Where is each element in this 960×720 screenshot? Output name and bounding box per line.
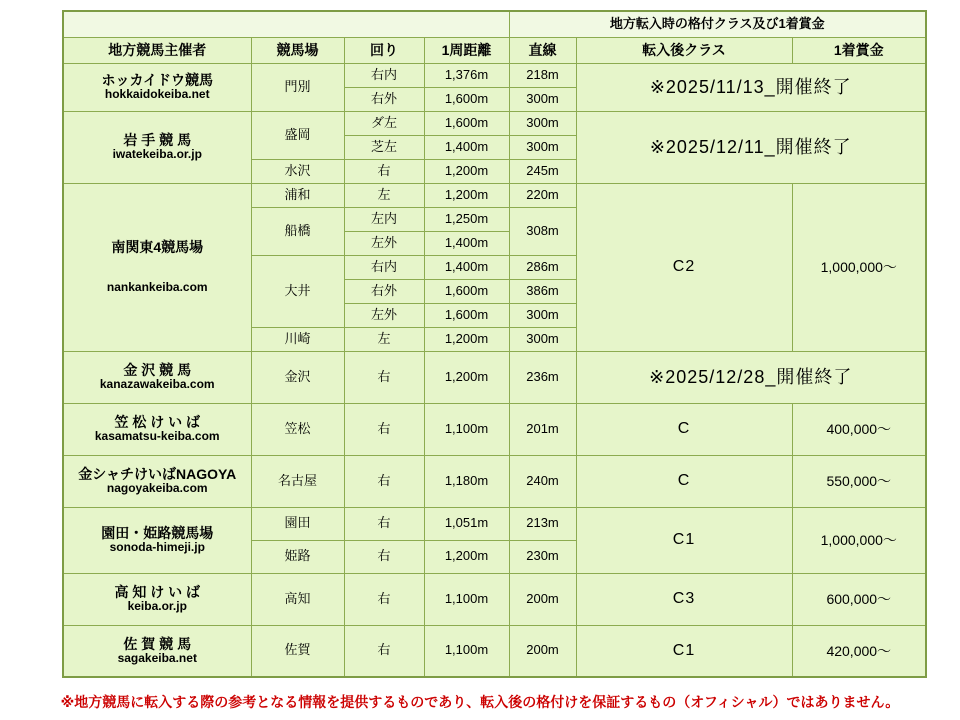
straight-cell: 300m — [509, 111, 576, 135]
lap-cell: 1,200m — [424, 183, 509, 207]
straight-cell: 300m — [509, 135, 576, 159]
direction-cell: 右外 — [344, 279, 424, 303]
lap-cell: 1,200m — [424, 540, 509, 573]
class-cell: C2 — [576, 183, 792, 351]
organizer-cell — [63, 111, 251, 183]
racecourse-cell: 佐賀 — [251, 625, 344, 677]
status-cell: ※2025/12/11_開催終了 — [576, 111, 926, 183]
straight-cell: 308m — [509, 207, 576, 255]
organizer-cell — [63, 63, 251, 111]
direction-cell: 右外 — [344, 87, 424, 111]
lap-cell: 1,600m — [424, 279, 509, 303]
col-header-organizer: 地方競馬主催者 — [63, 37, 251, 63]
organizer-cell — [63, 183, 251, 351]
lap-cell: 1,200m — [424, 327, 509, 351]
organizer-name: 佐 賀 競 馬 — [123, 635, 192, 652]
footer-note: ※地方競馬に転入する際の参考となる情報を提供するものであり、転入後の格付けを保証するもの（オフィシャル）ではありません。 — [60, 694, 900, 710]
prize-cell: 1,000,000～ — [792, 507, 926, 573]
prize-cell: 420,000～ — [792, 625, 926, 677]
direction-cell: 芝左 — [344, 135, 424, 159]
direction-cell: ダ左 — [344, 111, 424, 135]
organizer-name: 金 沢 競 馬 — [123, 362, 192, 379]
racecourse-cell: 浦和 — [251, 183, 344, 207]
racecourse-cell: 金沢 — [251, 351, 344, 403]
class-cell: C — [576, 403, 792, 455]
straight-cell: 200m — [509, 625, 576, 677]
organizer-url: keiba.or.jp — [127, 599, 187, 614]
lap-cell: 1,100m — [424, 403, 509, 455]
col-header-direction: 回り — [344, 37, 424, 63]
racecourse-cell: 大井 — [251, 255, 344, 327]
lap-cell: 1,400m — [424, 255, 509, 279]
organizer-cell — [63, 625, 251, 677]
racecourse-cell: 川崎 — [251, 327, 344, 351]
organizer-url: kasamatsu-keiba.com — [94, 429, 220, 444]
racecourse-cell: 船橋 — [251, 207, 344, 255]
straight-cell: 240m — [509, 455, 576, 507]
direction-cell: 右 — [344, 351, 424, 403]
organizer-url: nankankeiba.com — [106, 280, 208, 295]
organizer-cell — [63, 573, 251, 625]
direction-cell: 右 — [344, 455, 424, 507]
direction-cell: 左外 — [344, 231, 424, 255]
organizer-name: 笠 松 け い ば — [114, 414, 201, 431]
class-cell: C1 — [576, 507, 792, 573]
group-header: 地方転入時の格付クラス及び1着賞金 — [509, 11, 926, 37]
straight-cell: 236m — [509, 351, 576, 403]
lap-cell: 1,600m — [424, 87, 509, 111]
straight-cell: 245m — [509, 159, 576, 183]
organizer-cell — [63, 403, 251, 455]
direction-cell: 左 — [344, 327, 424, 351]
col-header-lap: 1周距離 — [424, 37, 509, 63]
straight-cell: 220m — [509, 183, 576, 207]
racecourse-cell: 門別 — [251, 63, 344, 111]
organizer-name: 高 知 け い ば — [114, 584, 201, 601]
top-empty-cell — [63, 11, 509, 37]
keiba-table-container — [62, 10, 927, 678]
organizer-name: 園田・姫路競馬場 — [101, 525, 214, 542]
organizer-url: iwatekeiba.or.jp — [112, 147, 202, 162]
straight-cell: 230m — [509, 540, 576, 573]
direction-cell: 左 — [344, 183, 424, 207]
racecourse-cell: 名古屋 — [251, 455, 344, 507]
direction-cell: 右 — [344, 573, 424, 625]
class-cell: C — [576, 455, 792, 507]
straight-cell: 300m — [509, 303, 576, 327]
prize-cell: 400,000～ — [792, 403, 926, 455]
lap-cell: 1,051m — [424, 507, 509, 540]
straight-cell: 201m — [509, 403, 576, 455]
col-header-racecourse: 競馬場 — [251, 37, 344, 63]
racecourse-cell: 姫路 — [251, 540, 344, 573]
straight-cell: 213m — [509, 507, 576, 540]
organizer-cell — [63, 351, 251, 403]
organizer-url: nagoyakeiba.com — [106, 481, 208, 496]
organizer-name: ホッカイドウ競馬 — [101, 72, 214, 89]
racecourse-cell: 笠松 — [251, 403, 344, 455]
status-cell: ※2025/12/28_開催終了 — [576, 351, 926, 403]
lap-cell: 1,600m — [424, 303, 509, 327]
organizer-url: hokkaidokeiba.net — [104, 87, 210, 102]
col-header-straight: 直線 — [509, 37, 576, 63]
status-cell: ※2025/11/13_開催終了 — [576, 63, 926, 111]
col-header-class: 転入後クラス — [576, 37, 792, 63]
organizer-name: 岩 手 競 馬 — [123, 132, 192, 149]
class-cell: C3 — [576, 573, 792, 625]
straight-cell: 386m — [509, 279, 576, 303]
lap-cell: 1,400m — [424, 135, 509, 159]
prize-cell: 550,000～ — [792, 455, 926, 507]
straight-cell: 300m — [509, 327, 576, 351]
direction-cell: 左内 — [344, 207, 424, 231]
direction-cell: 右 — [344, 159, 424, 183]
prize-cell: 600,000～ — [792, 573, 926, 625]
racecourse-cell: 盛岡 — [251, 111, 344, 159]
lap-cell: 1,180m — [424, 455, 509, 507]
lap-cell: 1,200m — [424, 351, 509, 403]
organizer-url: sonoda-himeji.jp — [109, 540, 205, 555]
direction-cell: 右 — [344, 403, 424, 455]
lap-cell: 1,100m — [424, 625, 509, 677]
organizer-name: 南関東4競馬場 — [111, 239, 204, 256]
organizer-name: 金シャチけいばNAGOYA — [78, 466, 237, 483]
lap-cell: 1,250m — [424, 207, 509, 231]
lap-cell: 1,100m — [424, 573, 509, 625]
straight-cell: 286m — [509, 255, 576, 279]
racecourse-cell: 水沢 — [251, 159, 344, 183]
lap-cell: 1,600m — [424, 111, 509, 135]
racecourse-cell: 高知 — [251, 573, 344, 625]
col-header-prize: 1着賞金 — [792, 37, 926, 63]
direction-cell: 右 — [344, 625, 424, 677]
organizer-cell — [63, 507, 251, 573]
direction-cell: 右内 — [344, 255, 424, 279]
straight-cell: 218m — [509, 63, 576, 87]
lap-cell: 1,200m — [424, 159, 509, 183]
direction-cell: 右内 — [344, 63, 424, 87]
organizer-url: kanazawakeiba.com — [99, 377, 215, 392]
direction-cell: 右 — [344, 540, 424, 573]
class-cell: C1 — [576, 625, 792, 677]
lap-cell: 1,400m — [424, 231, 509, 255]
keiba-table — [62, 10, 927, 678]
racecourse-cell: 園田 — [251, 507, 344, 540]
organizer-url: sagakeiba.net — [117, 650, 197, 665]
prize-cell: 1,000,000～ — [792, 183, 926, 351]
organizer-cell — [63, 455, 251, 507]
straight-cell: 200m — [509, 573, 576, 625]
straight-cell: 300m — [509, 87, 576, 111]
direction-cell: 左外 — [344, 303, 424, 327]
direction-cell: 右 — [344, 507, 424, 540]
lap-cell: 1,376m — [424, 63, 509, 87]
